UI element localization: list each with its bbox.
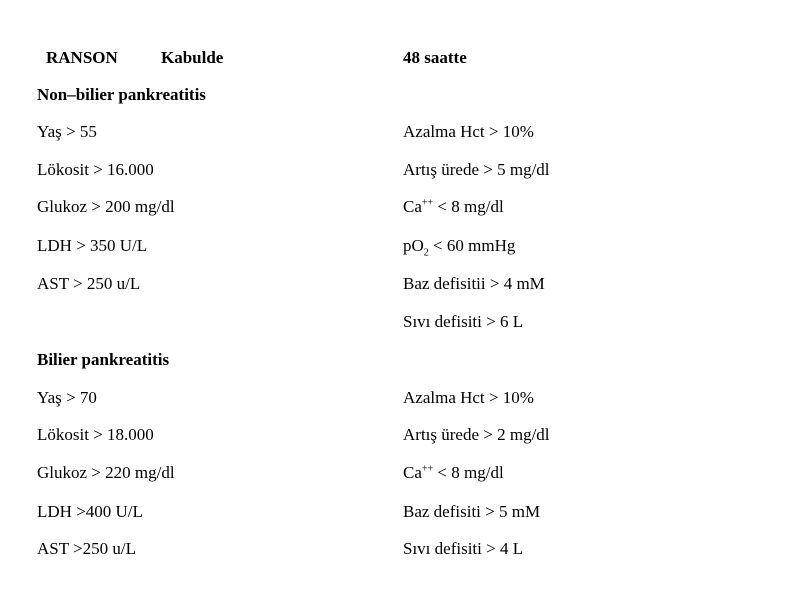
criterion-admission: Glukoz > 200 mg/dl [37, 197, 175, 216]
table-row [0, 537, 800, 561]
calcium-threshold: < 8 mg/dl [433, 197, 504, 216]
criterion-48h [403, 234, 515, 258]
criterion-48h: Artış ürede > 5 mg/dl [403, 160, 550, 179]
calcium-symbol: Ca [403, 463, 422, 482]
table-row [0, 423, 800, 447]
po2-symbol: pO [403, 236, 424, 255]
table-row [0, 386, 800, 410]
biliary-title-row [0, 348, 800, 372]
criterion-admission: LDH > 350 U/L [37, 236, 148, 255]
criterion-48h: Azalma Hct > 10% [403, 388, 534, 407]
table-row [0, 500, 800, 524]
criterion-admission: Lökosit > 18.000 [37, 425, 154, 444]
po2-threshold: < 60 mmHg [428, 236, 516, 255]
criterion-admission: Yaş > 70 [37, 388, 97, 407]
table-row [0, 234, 800, 258]
criterion-48h: Sıvı defisiti > 4 L [403, 539, 524, 558]
table-row [0, 272, 800, 296]
criterion-48h: Azalma Hct > 10% [403, 122, 534, 141]
criterion-48h: Baz defisitii > 4 mM [403, 274, 545, 293]
table-row [0, 310, 800, 334]
calcium-charge: ++ [421, 197, 434, 209]
header-row [0, 46, 800, 70]
criterion-admission: AST > 250 u/L [37, 274, 141, 293]
criterion-admission: AST >250 u/L [37, 539, 137, 558]
criterion-48h: Sıvı defisiti > 6 L [403, 312, 524, 331]
calcium-symbol: Ca [403, 197, 422, 216]
table-row [0, 195, 800, 219]
criterion-48h [403, 461, 504, 485]
biliary-title: Bilier pankreatitis [37, 350, 170, 369]
calcium-threshold: < 8 mg/dl [433, 463, 504, 482]
admission-heading: Kabulde [161, 48, 224, 67]
criterion-48h: Artış ürede > 2 mg/dl [403, 425, 550, 444]
table-row [0, 120, 800, 144]
criterion-admission: Lökosit > 16.000 [37, 160, 154, 179]
criterion-admission: LDH >400 U/L [37, 502, 143, 521]
table-row [0, 461, 800, 485]
ranson-heading: RANSON [46, 48, 118, 67]
non-biliary-title: Non–bilier pankreatitis [37, 85, 206, 104]
table-row [0, 158, 800, 182]
calcium-charge: ++ [421, 463, 434, 475]
criterion-admission: Yaş > 55 [37, 122, 97, 141]
non-biliary-title-row [0, 83, 800, 107]
criterion-48h [403, 195, 504, 219]
48-hours-heading: 48 saatte [403, 48, 467, 67]
po2-subscript: 2 [423, 247, 429, 259]
criterion-admission: Glukoz > 220 mg/dl [37, 463, 175, 482]
criterion-48h: Baz defisiti > 5 mM [403, 502, 541, 521]
